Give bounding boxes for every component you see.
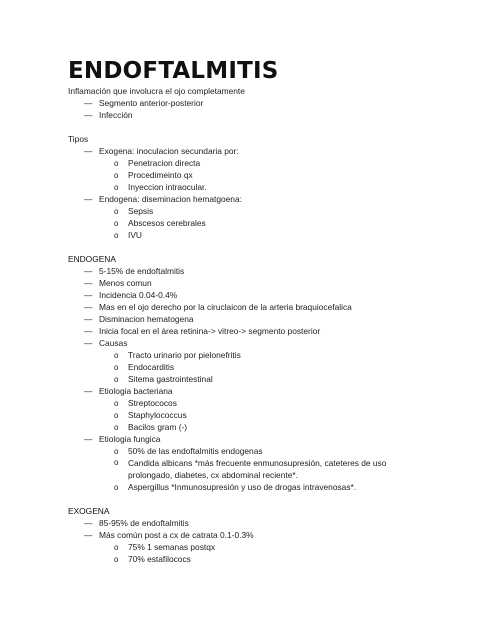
sub-list-item [68,181,468,193]
list-item [68,529,468,541]
list-item-text: Causas [99,338,128,348]
sub-list-item [68,553,468,565]
circle-bullet: o [114,351,119,360]
list-item [68,97,468,109]
list-item-text: Endocarditis [128,362,175,372]
list-item [68,145,468,157]
circle-bullet: o [114,363,119,372]
list-item [68,385,468,397]
list-item-text: Sitema gastrointestinal [128,374,213,384]
dash-bullet: — [84,110,93,120]
section-heading-tipos: Tipos [68,134,89,144]
list-item-text: Inyeccion intraocular. [128,182,207,192]
sub-list-item [68,217,468,229]
circle-bullet: o [114,458,119,467]
dash-bullet: — [84,434,93,444]
circle-bullet: o [114,183,119,192]
circle-bullet: o [114,423,119,432]
list-item [68,301,468,313]
sub-list-item [68,169,468,181]
circle-bullet: o [114,159,119,168]
spacer [68,241,468,253]
dash-bullet: — [84,386,93,396]
page-title: ENDOFTALMITIS [68,58,279,84]
list-item-text: 5-15% de endoftalmitis [99,266,185,276]
list-item-text: Tracto urinario por pielonefritis [128,350,241,360]
dash-bullet: — [84,266,93,276]
circle-bullet: o [114,447,119,456]
dash-bullet: — [84,518,93,528]
list-item-text: Segmento anterior-posterior [99,98,204,108]
circle-bullet: o [114,555,119,564]
circle-bullet: o [114,543,119,552]
sub-list-item [68,409,468,421]
sub-list-item [68,361,468,373]
list-item [68,193,468,205]
document-body [68,85,468,565]
list-item [68,289,468,301]
list-item-text: Menos comun [99,278,152,288]
list-item-text: Inicia focal en el área retinina-> vitreo-> segmento posterior [99,326,321,336]
sub-list-item [68,205,468,217]
list-item [68,517,468,529]
list-item-text: Etiologia fungica [99,434,161,444]
list-item-text: Sepsis [128,206,154,216]
list-item [68,265,468,277]
list-item-text: Endogena: diseminacion hematgoena: [99,194,242,204]
section-heading-exogena: EXOGENA [68,506,110,516]
list-item-text: Etiologia bacteriana [99,386,173,396]
sub-list-item [68,373,468,385]
list-item-text: Incidencia 0.04-0.4% [99,290,178,300]
list-item-text: Candida albicans *más frecuente enmunosupresión, cateteres de uso prolongado, diabetes, cx abdominal reciente*. [128,458,387,480]
list-item-text: Penetracion directa [128,158,201,168]
circle-bullet: o [114,171,119,180]
circle-bullet: o [114,231,119,240]
list-item [68,109,468,121]
dash-bullet: — [84,530,93,540]
intro-text: Inflamación que involucra el ojo completamente [68,86,245,96]
dash-bullet: — [84,290,93,300]
section-heading-endogena: ENDOGENA [68,254,116,264]
list-item-text: Infección [99,110,133,120]
list-item [68,433,468,445]
sub-list-item [68,421,468,433]
dash-bullet: — [84,302,93,312]
sub-list-item [68,481,468,493]
list-item-text: Streptococos [128,398,177,408]
list-item-text: Disminacion hematogena [99,314,194,324]
sub-list-item [68,157,468,169]
list-item-text: 75% 1 semanas postqx [128,542,216,552]
circle-bullet: o [114,219,119,228]
spacer [68,493,468,505]
sub-list-item [68,397,468,409]
list-item [68,325,468,337]
list-item [68,277,468,289]
sub-list-item [68,457,468,481]
dash-bullet: — [84,98,93,108]
circle-bullet: o [114,399,119,408]
list-item-text: Mas en el ojo derecho por la ciruclaicon de la arteria braquiocefalica [99,302,352,312]
list-item-text: Aspergillus *Inmunosupresión y uso de drogas intravenosas*. [128,482,357,492]
list-item-text: Staphylococcus [128,410,187,420]
spacer [68,121,468,133]
list-item [68,337,468,349]
sub-list-item [68,445,468,457]
list-item-text: Más común post a cx de catrata 0.1-0.3% [99,530,254,540]
sub-list-item [68,229,468,241]
circle-bullet: o [114,483,119,492]
dash-bullet: — [84,326,93,336]
sub-list-item [68,541,468,553]
circle-bullet: o [114,207,119,216]
list-item [68,313,468,325]
dash-bullet: — [84,194,93,204]
sub-list-item [68,349,468,361]
list-item-text: 85-95% de endoftalmitis [99,518,189,528]
list-item-text: Exogena: inoculacion secundaria por: [99,146,239,156]
circle-bullet: o [114,411,119,420]
list-item-text: 70% estafilococs [128,554,191,564]
list-item-text: 50% de las endoftalmitis endogenas [128,446,263,456]
dash-bullet: — [84,146,93,156]
list-item-text: IVU [128,230,142,240]
dash-bullet: — [84,278,93,288]
dash-bullet: — [84,338,93,348]
dash-bullet: — [84,314,93,324]
list-item-text: Bacilos gram (-) [128,422,188,432]
list-item-text: Abscesos cerebrales [128,218,206,228]
list-item-text: Procedimeinto qx [128,170,193,180]
circle-bullet: o [114,375,119,384]
